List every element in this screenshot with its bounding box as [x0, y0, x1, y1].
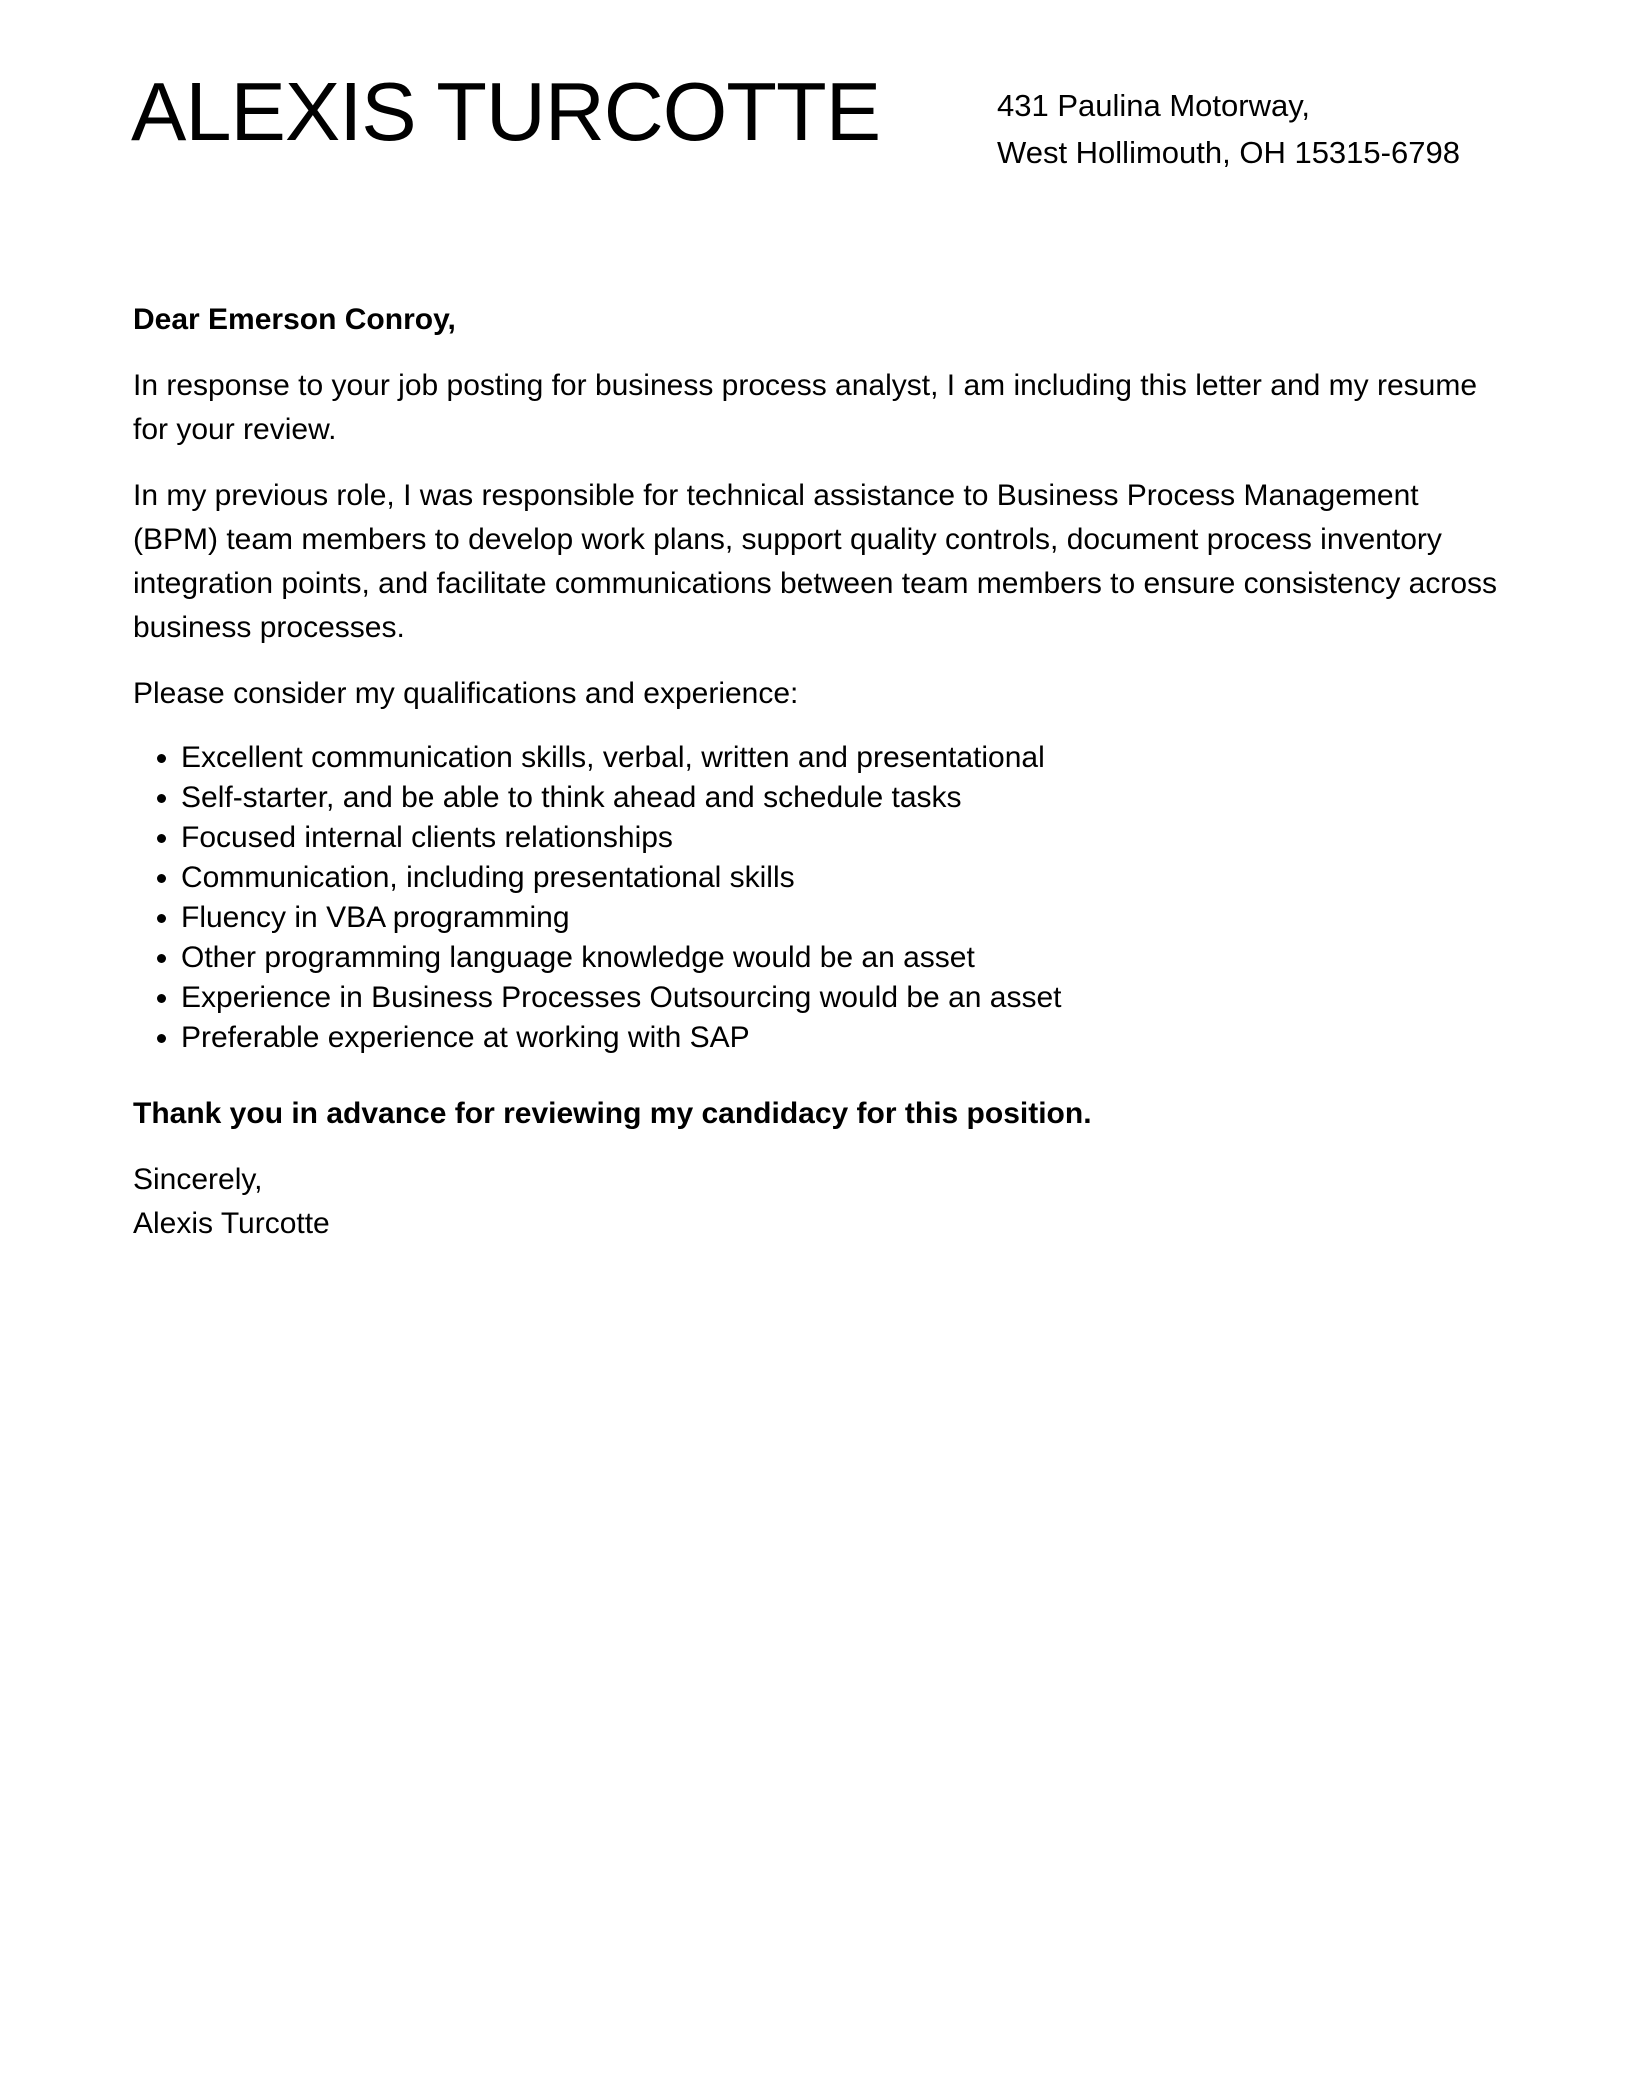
list-item — [133, 898, 1503, 938]
salutation: Dear Emerson Conroy, — [133, 303, 456, 336]
list-item — [133, 1018, 1503, 1058]
list-item — [133, 738, 1503, 778]
bullet-icon — [157, 914, 166, 923]
bullet-icon — [157, 954, 166, 963]
list-item-text: Focused internal clients relationships — [181, 821, 673, 854]
list-item — [133, 978, 1503, 1018]
list-item-text: Preferable experience at working with SAP — [181, 1021, 750, 1054]
list-item-text: Excellent communication skills, verbal, written and presentational — [181, 741, 1045, 774]
list-item-text: Other programming language knowledge would be an asset — [181, 941, 975, 974]
list-item — [133, 858, 1503, 898]
list-item — [133, 938, 1503, 978]
intro-paragraph: In response to your job posting for business process analyst, I am including this letter and my resume for your review. — [133, 369, 1478, 446]
experience-paragraph: In my previous role, I was responsible for technical assistance to Business Process Management (BPM) team members to develop work plans, support quality controls, document process inventory integration points, and facilitate communications between team members to ensure consistency across business processes. — [133, 479, 1498, 644]
bullet-icon — [157, 1034, 166, 1043]
qualifications-list — [133, 738, 1503, 1058]
bullet-icon — [157, 994, 166, 1003]
list-item-text: Experience in Business Processes Outsourcing would be an asset — [181, 981, 1062, 1014]
address-line-1: 431 Paulina Motorway, — [997, 88, 1311, 123]
signature-name: Alexis Turcotte — [133, 1207, 330, 1240]
list-item-text: Communication, including presentational skills — [181, 861, 795, 894]
bullet-icon — [157, 754, 166, 763]
signoff-block — [133, 1158, 1503, 1246]
list-item-text: Self-starter, and be able to think ahead and schedule tasks — [181, 781, 962, 814]
bullet-icon — [157, 834, 166, 843]
bullet-icon — [157, 874, 166, 883]
bullet-icon — [157, 794, 166, 803]
list-item — [133, 778, 1503, 818]
list-item-text: Fluency in VBA programming — [181, 901, 570, 934]
applicant-address — [997, 82, 1460, 176]
qualifications-intro: Please consider my qualifications and experience: — [133, 677, 799, 710]
applicant-name: ALEXIS TURCOTTE — [131, 65, 881, 158]
list-item — [133, 818, 1503, 858]
letter-body — [133, 298, 1503, 1246]
address-line-2: West Hollimouth, OH 15315-6798 — [997, 135, 1460, 170]
signoff: Sincerely, — [133, 1163, 263, 1196]
closing-statement: Thank you in advance for reviewing my candidacy for this position. — [133, 1097, 1092, 1130]
